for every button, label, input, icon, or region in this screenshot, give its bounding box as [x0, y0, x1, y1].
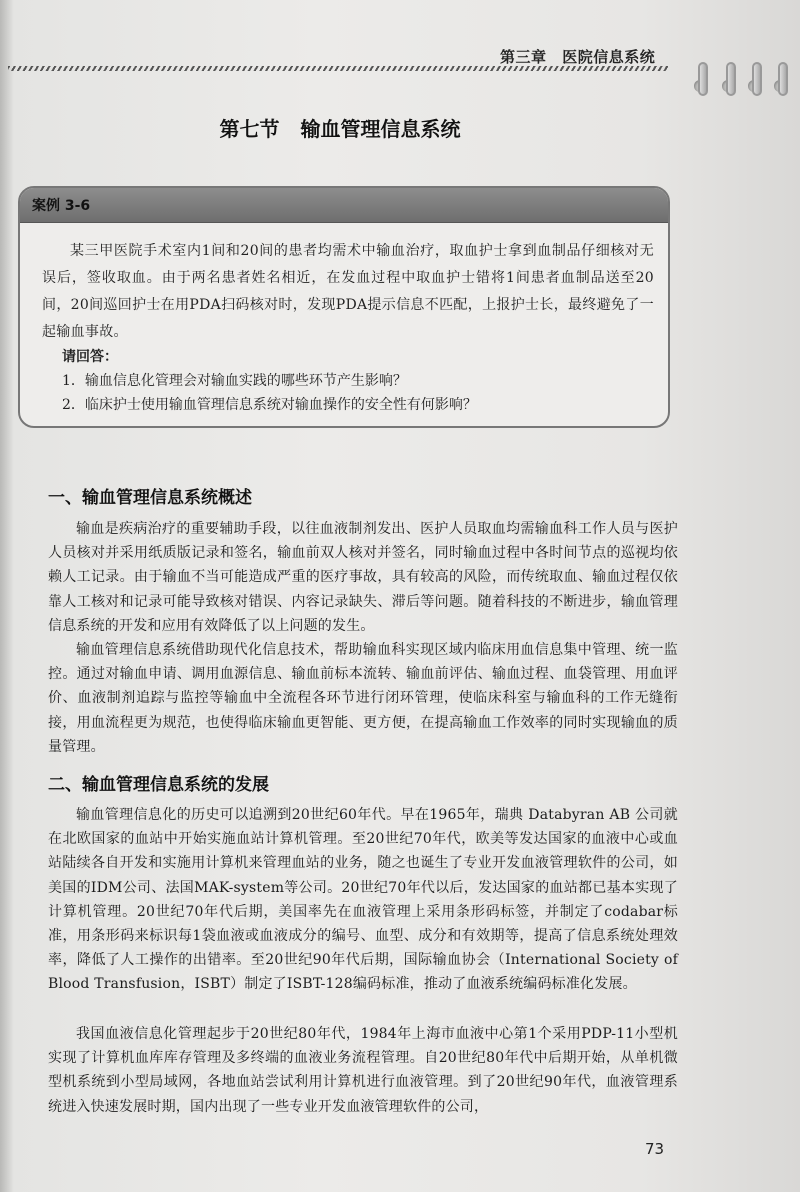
header-rule: [8, 66, 668, 71]
page-number: 73: [645, 1140, 665, 1158]
binder-ring: [752, 62, 762, 96]
case-question: 1．输血信息化管理会对输血实践的哪些环节产生影响？: [62, 373, 407, 389]
paragraph: 输血管理信息化的历史可以追溯到20世纪60年代。早在1965年，瑞典 Databyran AB 公司就在北欧国家的血站中开始实施血站计算机管理。至20世纪70年代，欧美等发达国家的血液中心或血站陆续各自开发和实施用计算机来管理血站的业务，随之也诞生了专业开发血液管理软件的公司，如美国的IDM公司、法国MAK-system等公司。20世纪70年代以后，发达国家的血站都已基本实现了计算机管理。20世纪70年代后期，美国率先在血液管理上采用条形码标签，并制定了codabar标准，用条形码来标识每1袋血液或血液成分的编号、血型、成分和有效期等，提高了信息系统处理效率，降低了人工操作的出错率。至20世纪90年代后期，国际输血协会（International Society of Blood Transfusion，ISBT）制定了ISBT-128编码标准，推动了血液系统编码标准化发展。: [48, 807, 678, 993]
running-header: 第三章 医院信息系统: [500, 48, 656, 66]
case-header-bar: [20, 188, 668, 223]
case-label: 案例 3-6: [32, 198, 91, 214]
subsection-heading-2: 二、输血管理信息系统的发展: [48, 775, 269, 795]
binder-ring: [778, 62, 788, 96]
paragraph: 我国血液信息化管理起步于20世纪80年代，1984年上海市血液中心第1个采用PDP-11小型机实现了计算机血库库存管理及多终端的血液业务流程管理。自20世纪80年代中后期开始，从单机微型机系统到小型局域网，各地血站尝试利用计算机进行血液管理。到了20世纪90年代，血液管理系统进入快速发展时期，国内出现了一些专业开发血液管理软件的公司，: [48, 1026, 678, 1115]
section-title: 第七节 输血管理信息系统: [219, 117, 461, 141]
binder-rings: [690, 62, 800, 102]
case-questions-label: 请回答：: [62, 349, 118, 365]
binder-ring: [726, 62, 736, 96]
paragraph: 输血管理信息系统借助现代化信息技术，帮助输血科实现区域内临床用血信息集中管理、统一监控。通过对输血申请、调用血源信息、输血前标本流转、输血前评估、输血过程、血袋管理、用血评价、血液制剂追踪与监控等输血中全流程各环节进行闭环管理，使临床科室与输血科的工作无缝衔接，用血流程更为规范，也使得临床输血更智能、更方便，在提高输血工作效率的同时实现输血的质量管理。: [48, 642, 678, 755]
case-body: 某三甲医院手术室内1间和20间的患者均需术中输血治疗，取血护士拿到血制品仔细核对无误后，签收取血。由于两名患者姓名相近，在发血过程中取血护士错将1间患者血制品送至20间，20间巡回护士在用PDA扫码核对时，发现PDA提示信息不匹配，上报护士长，最终避免了一起输血事故。: [42, 243, 654, 340]
case-question: 2．临床护士使用输血管理信息系统对输血操作的安全性有何影响？: [62, 397, 477, 413]
binder-ring: [698, 62, 708, 96]
paragraph: 输血是疾病治疗的重要辅助手段，以往血液制剂发出、医护人员取血均需输血科工作人员与医护人员核对并采用纸质版记录和签名，输血前双人核对并签名，同时输血过程中各时间节点的巡视均依赖人工记录。由于输血不当可能造成严重的医疗事故，具有较高的风险，而传统取血、输血过程仅依靠人工核对和记录可能导致核对错误、内容记录缺失、滞后等问题。随着科技的不断进步，输血管理信息系统的开发和应用有效降低了以上问题的发生。: [48, 521, 678, 634]
case-box: [18, 186, 670, 428]
spine-shadow: [0, 0, 14, 1192]
subsection-heading-1: 一、输血管理信息系统概述: [48, 488, 252, 508]
